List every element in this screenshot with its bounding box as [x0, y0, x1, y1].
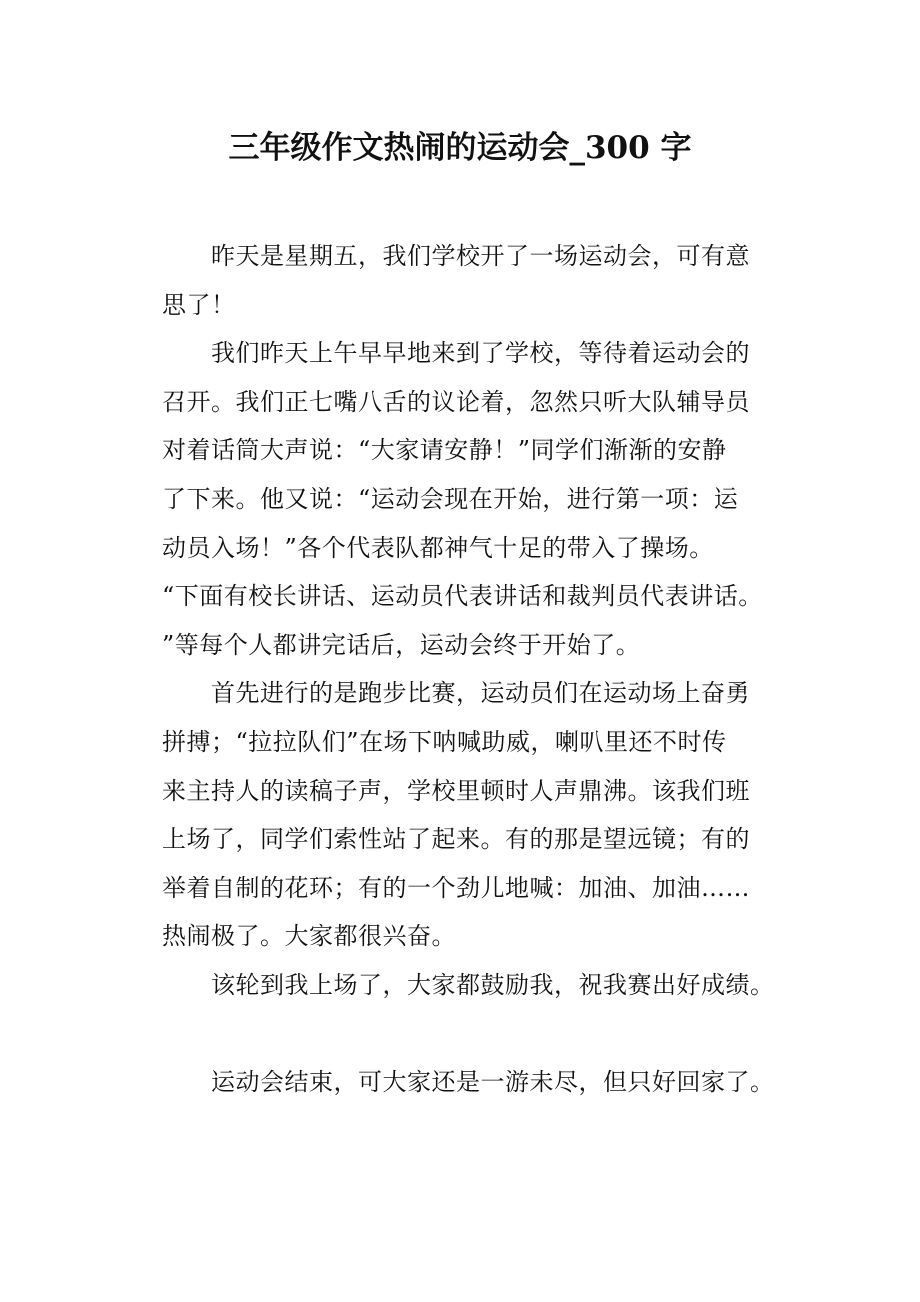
- paragraph-line: 昨天是星期五，我们学校开了一场运动会，可有意: [211, 242, 750, 270]
- paragraph-line: ”等每个人都讲完话后，运动会终于开始了。: [162, 630, 641, 659]
- blank-line: [162, 1010, 772, 1059]
- paragraph-line: 召开。我们正七嘴八舌的议论着，忽然只听大队辅导员: [162, 387, 750, 416]
- paragraph-line: 热闹极了。大家都很兴奋。: [162, 922, 456, 951]
- paragraph-line: 动员入场！”各个代表队都神气十足的带入了操场。: [162, 533, 714, 562]
- paragraph-line: 我们昨天上午早早地来到了学校，等待着运动会的: [211, 339, 750, 368]
- paragraph-line: 思了！: [162, 290, 236, 319]
- paragraph-line: 首先进行的是跑步比赛，运动员们在运动场上奋勇: [211, 679, 750, 708]
- paragraph-line: 对着话筒大声说：“大家请安静！”同学们渐渐的安静: [162, 436, 727, 465]
- document-title: 三年级作文热闹的运动会_300 字: [228, 130, 692, 166]
- paragraph-line: 了下来。他又说：“运动会现在开始，进行第一项：运: [162, 484, 739, 513]
- paragraph-line: “下面有校长讲话、运动员代表讲话和裁判员代表讲话。: [162, 582, 763, 611]
- paragraph-line: 来主持人的读稿子声，学校里顿时人声鼎沸。该我们班: [162, 776, 750, 805]
- essay-body: [162, 232, 775, 1107]
- paragraph-line: 举着自制的花环；有的一个劲儿地喊：加油、加油……: [162, 873, 750, 902]
- paragraph-line: 上场了，同学们索性站了起来。有的那是望远镜；有的: [162, 825, 750, 854]
- paragraph-line: 拼搏；“拉拉队们”在场下呐喊助威，喇叭里还不时传: [162, 727, 727, 756]
- paragraph-line: 运动会结束，可大家还是一游未尽，但只好回家了。: [211, 1068, 775, 1097]
- paragraph-line: 该轮到我上场了，大家都鼓励我，祝我赛出好成绩。: [211, 970, 775, 999]
